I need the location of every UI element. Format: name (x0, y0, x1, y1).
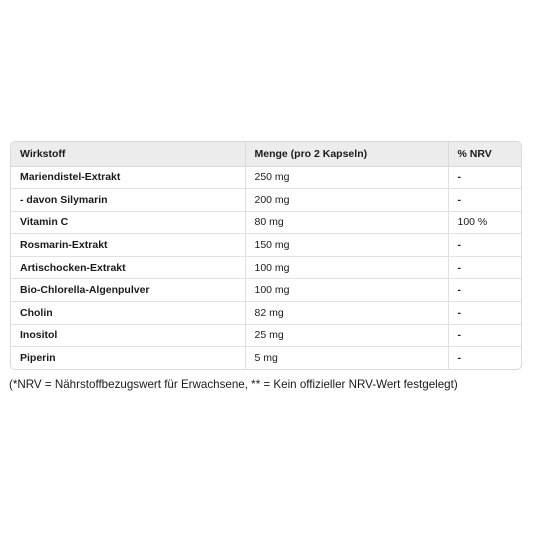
nutrient-table-container (10, 141, 522, 370)
nutrient-table (11, 142, 521, 369)
cell-name: - davon Silymarin (11, 189, 245, 212)
cell-name: Mariendistel-Extrakt (11, 166, 245, 189)
header-nrv: % NRV (448, 142, 521, 166)
table-row (11, 166, 521, 189)
cell-amount: 200 mg (245, 189, 448, 212)
cell-nrv: - (448, 166, 521, 189)
table-header-row (11, 142, 521, 166)
table-row (11, 234, 521, 257)
table-header (11, 142, 521, 166)
cell-amount: 100 mg (245, 279, 448, 302)
cell-name: Rosmarin-Extrakt (11, 234, 245, 257)
cell-nrv: - (448, 324, 521, 347)
cell-name: Vitamin C (11, 211, 245, 234)
table-row (11, 256, 521, 279)
header-wirkstoff: Wirkstoff (11, 142, 245, 166)
cell-amount: 150 mg (245, 234, 448, 257)
table-row (11, 302, 521, 325)
cell-nrv: - (457, 352, 461, 365)
cell-name: Artischocken-Extrakt (11, 256, 245, 279)
cell-nrv: - (448, 234, 521, 257)
cell-name: Bio-Chlorella-Algenpulver (11, 279, 245, 302)
cell-name: Inositol (11, 324, 245, 347)
cell-amount: 82 mg (245, 302, 448, 325)
table-row (11, 324, 521, 347)
header-menge: Menge (pro 2 Kapseln) (245, 142, 448, 166)
cell-amount: 100 mg (245, 256, 448, 279)
cell-nrv: - (448, 302, 521, 325)
cell-nrv: - (448, 279, 521, 302)
cell-name: Cholin (11, 302, 245, 325)
table-row (11, 189, 521, 212)
cell-nrv: - (448, 189, 521, 212)
cell-amount: 5 mg (245, 347, 448, 370)
cell-nrv: 100 % (448, 211, 521, 234)
nrv-footnote: (*NRV = Nährstoffbezugswert für Erwachsene, ** = Kein offizieller NRV-Wert festgelegt) (9, 378, 458, 391)
table-row (11, 279, 521, 302)
cell-amount: 250 mg (245, 166, 448, 189)
table-row (11, 211, 521, 234)
cell-name: Piperin (11, 347, 245, 370)
table-body (11, 166, 521, 369)
cell-nrv: - (448, 256, 521, 279)
cell-amount: 25 mg (245, 324, 448, 347)
table-row (11, 347, 521, 370)
cell-amount: 80 mg (245, 211, 448, 234)
